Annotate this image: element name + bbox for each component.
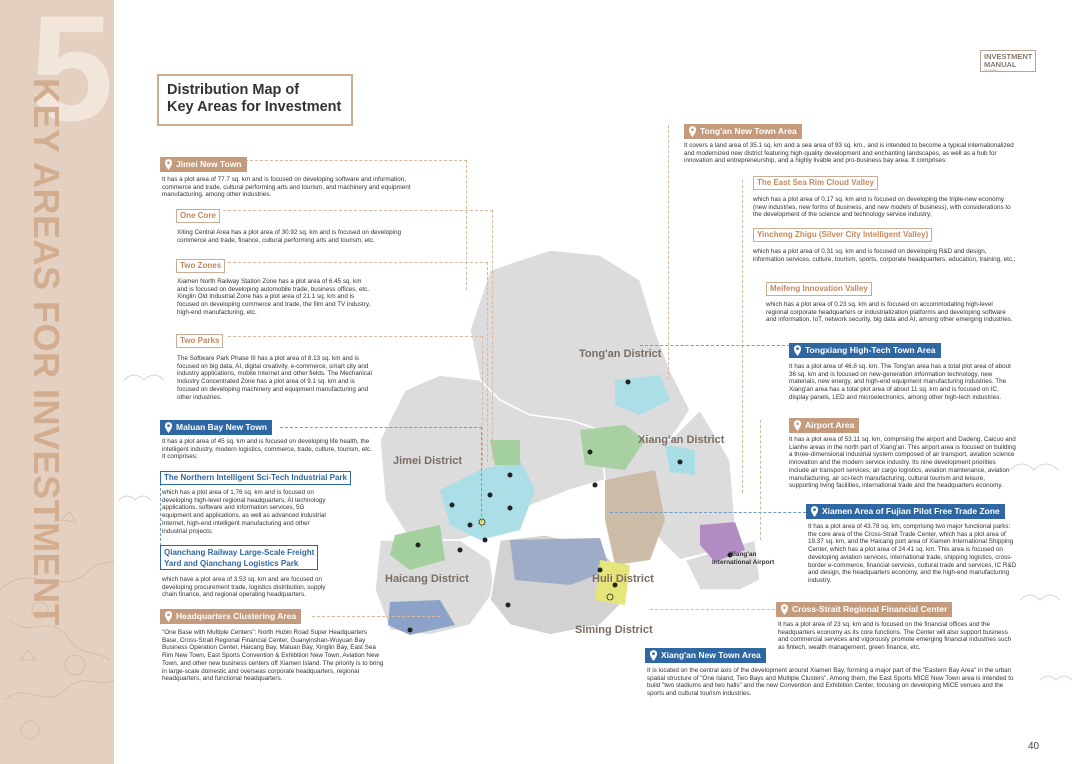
- area-hq-title: Headquarters Clustering Area: [176, 611, 297, 621]
- two-parks-text: The Software Park Phase III has a plot area of 8.13 sq. km and is focused on big data, AI, digital creativity, e-commerce, smart city and industry applications, mobile Internet and other fields. The Mechanical Industry Concentrated Zone has a plot area of 9.1 sq. km and is focused on developing machinery and equipment manufacturing and other industries.: [177, 355, 372, 401]
- area-xiangan-title: Xiang'an New Town Area: [661, 650, 761, 660]
- area-financial-title: Cross-Strait Regional Financial Center: [792, 604, 948, 614]
- location-pin-icon: [164, 422, 173, 433]
- leader-line: [668, 125, 669, 380]
- area-maluan-title: Maluan Bay New Town: [176, 422, 267, 432]
- area-ftz-title: Xiamen Area of Fujian Pilot Free Trade Zone: [822, 506, 1000, 516]
- one-core-header: One Core: [176, 209, 220, 223]
- sidebar-title: KEY AREAS FOR INVESTMENT: [26, 78, 67, 627]
- airport-label-line1: Xiang'an: [729, 551, 757, 558]
- area-xiangan-text: It is located on the central axis of the development around Xiamen Bay, forming a major part of the "Eastern Bay Area" in the urban spatial structure of "One Island, Two Bays and Multiple Clusters". Among them, the East Sports MICE New Town area is intended to build "two stadiums and two halls" and the new Convention and Exhibition Center, focusing on developing MICE venues and the sports and cultural tourism industries.: [647, 667, 1014, 698]
- sidebar: [0, 0, 114, 764]
- one-core-text: Xiting Central Area has a plot area of 30.92 sq. km and is focused on developing commerce and trade, finance, cultural performing arts and tourism, etc.: [177, 229, 402, 244]
- area-tongan-text: It covers a land area of 35.1 sq. km and a sea area of 93 sq. km., and is intended to become a typical internationalized and modernized new district featuring high-quality development and enchanting landscapes, as well as a hub for innovation and entrepreneurship, and a highly livable and pro-business bay area. It comprises:: [684, 142, 1014, 165]
- qianchang-title-line1: Qianchang Railway Large-Scale Freight: [164, 548, 315, 557]
- district-label-xiangan: Xiang'an District: [638, 434, 725, 446]
- area-ftz-text: It has a plot area of 43.78 sq. km, comprising two major functional parks: the core area of the Cross-Strait Trade Center, which has a plot area of 19.37 sq. km, and the Haicang port area of Xiamen International Shipping Center, which has a plot area of 24.41 sq. km. This area is focused on developing aviation services, international trade, shipping logistics, cross-border e-commerce, financial services, cultural trade and services, IC R&D and design, the headquarters economy, and the high-end manufacturing industry.: [808, 523, 1017, 584]
- floral-decoration-icon: [0, 0, 114, 764]
- area-hq-header: [160, 609, 301, 624]
- northern-park-header: The Northern Intelligent Sci-Tech Industrial Park: [160, 471, 351, 485]
- area-maluan-header: [160, 420, 272, 435]
- location-pin-icon: [164, 611, 173, 622]
- district-label-tongan: Tong'an District: [579, 348, 662, 360]
- location-pin-icon: [688, 126, 697, 137]
- area-airport-header: [789, 418, 859, 433]
- title-line2: Key Areas for Investment: [167, 99, 342, 115]
- area-maluan-text: It has a plot area of 45 sq. km and is focused on developing life health, the intelligent industry, modern logistics, commerce, trade, culture, tourism, etc. It comprises:: [162, 438, 372, 461]
- meifeng-text: which has a plot area of 0.23 sq. km and is focused on accommodating high-level regional corporate headquarters or industrialization platforms and developing software and information, IoT, network security, big data and AI, among other emerging industries.: [766, 301, 1013, 324]
- logo: [980, 50, 1036, 72]
- location-pin-icon: [164, 159, 173, 170]
- airport-label: [712, 551, 774, 567]
- title-line1: Distribution Map of: [167, 82, 300, 98]
- leader-line: [760, 420, 761, 540]
- area-airport-title: Airport Area: [805, 420, 855, 430]
- east-sea-header: The East Sea Rim Cloud Valley: [753, 176, 878, 190]
- location-pin-icon: [793, 420, 802, 431]
- area-xiangan-header: [645, 648, 766, 663]
- zone-airport-tan: [605, 470, 665, 565]
- yincheng-text: which has a plot area of 0.31 sq. km and is focused on developing R&D and design, information services, culture, tourism, sports, corporate headquarters, education, training, etc.;: [753, 248, 1016, 263]
- yincheng-header: Yincheng Zhigu (Silver City Intelligent Valley): [753, 228, 932, 242]
- section-number: 5: [30, 0, 114, 152]
- logo-sub: XIAMEN: [984, 69, 998, 73]
- area-tongan-title: Tong'an New Town Area: [700, 126, 797, 136]
- area-tongxiang-header: [789, 343, 941, 358]
- logo-line1: INVESTMENT: [984, 52, 1033, 61]
- page-number: 40: [1028, 741, 1040, 752]
- east-sea-text: which has a plot area of 0.17 sq. km and is focused on developing the triple-new economy (new industries, new forms of business, and new models of business), with considerations to the development of the science and technology service industry;: [753, 196, 1011, 219]
- page-title: [157, 74, 353, 126]
- leader-line: [610, 512, 806, 513]
- area-tongan-header: [684, 124, 802, 139]
- qianchang-text: which have a plot area of 3.53 sq. km and are focused on developing procurement trade, logistics distribution, supply chain finance, and regional operating headquarters.: [162, 576, 326, 599]
- airport-label-line2: International Airport: [712, 559, 775, 566]
- area-financial-text: It has a plot area of 23 sq. km and is focused on the financial offices and the headquarters economy as its core functions. The Center will also support business and commercial services and vigorously promote emerging financial industries such as fintech, wealth management, green finance, etc.: [778, 621, 1012, 652]
- district-label-jimei: Jimei District: [393, 455, 463, 467]
- two-parks-header: Two Parks: [176, 334, 223, 348]
- leader-line: [312, 616, 440, 617]
- area-tongxiang-title: Tongxiang High-Tech Town Area: [805, 345, 936, 355]
- area-jimei-text: It has a plot area of 77.7 sq. km and is focused on developing software and information, commerce and trade, cultural performing arts and tourism, and machinery and equipment manufacturing, among other industries.: [162, 176, 411, 199]
- area-ftz-header: [806, 504, 1005, 519]
- district-label-huli: Huli District: [592, 573, 654, 585]
- qianchang-header: [160, 545, 318, 570]
- area-jimei-title: Jimei New Town: [176, 159, 242, 169]
- leader-line: [640, 345, 790, 346]
- location-pin-icon: [810, 506, 819, 517]
- northern-park-text: which has a plot area of 1.76 sq. km and is focused on developing high-level regional headquarters, AI technology applications, software and information services, 5G equipment and applications, as well as advanced industrial Internet, high-end intelligent manufacturing and other industrial projects;: [162, 489, 326, 535]
- leader-line: [160, 478, 161, 546]
- qianchang-title-line2: Yard and Qianchang Logistics Park: [164, 559, 299, 568]
- meifeng-header: Meifeng Innovation Valley: [766, 282, 872, 296]
- location-pin-icon: [780, 604, 789, 615]
- district-label-siming: Siming District: [575, 624, 653, 636]
- area-jimei-header: [160, 157, 247, 172]
- area-tongxiang-text: It has a plot area of 46.8 sq. km. The Tong'an area has a total plot area of about 36 sq. km and is focused on new-generation information technology, new materials, new energy, and high-end equipment manufacturing industries. The Xiang'an area has a total plot area of about 11 sq. km and is focused on IC, display panels, LED and microelectronics, among other high-tech industries.: [789, 363, 1011, 401]
- district-label-haicang: Haicang District: [385, 573, 469, 585]
- logo-line2: MANUAL: [984, 60, 1017, 69]
- area-financial-header: [776, 602, 952, 617]
- location-pin-icon: [649, 650, 658, 661]
- leader-line: [742, 180, 743, 493]
- two-zones-text: Xiamen North Railway Station Zone has a plot area of 6.45 sq. km and is focused on developing automobile trade, business offices, etc. Xinglin Old Industrial Zone has a plot area of 21.1 sq. km and is focused on developing commerce and trade, the film and TV industry, high-end manufacturing, etc.: [177, 278, 371, 316]
- area-airport-text: It has a plot area of 53.11 sq. km, comprising the airport and Dadeng, Caicuo and Lianhe areas in the north part of Xiang'an. This airport area is focused on building a three-dimensional industrial system composed of air transport, aviation science innovation and the modern service industry. Its nine development priorities include air transport services, air cargo logistics, aviation maintenance, aviation manufacturing, air sci-tech manufacturing, cultural tourism and leisure, supporting living facilities, international trade and the headquarters economy.: [789, 436, 1016, 490]
- two-zones-header: Two Zones: [176, 259, 225, 273]
- leader-line: [650, 609, 775, 610]
- location-pin-icon: [793, 345, 802, 356]
- zone-jimei-green-north: [490, 440, 520, 465]
- area-hq-text: "One Base with Multiple Centers": North Hubin Road Super Headquarters Base, Cross-Strait Regional Financial Center, Guanyinshan-Wuyuan Bay Business Operation Center, Haicang Bay, Maluan Bay, Xinglin Bay, East Sea Rim New Town, East Sports Convention & Exhibition New Town, Aviation New Town, and other new business centers off Xiamen Island. The priority is to bring in large-scale domestic and overseas corporate headquarters, regional headquarters, and functional headquarters.: [162, 629, 384, 683]
